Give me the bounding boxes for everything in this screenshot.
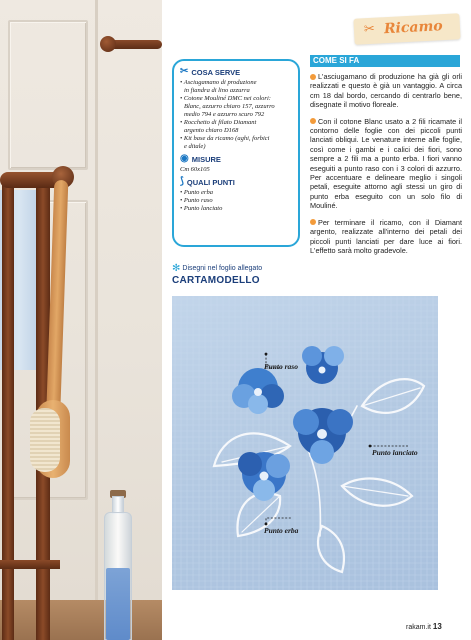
bullet-dot bbox=[310, 74, 316, 80]
materials-box bbox=[172, 59, 300, 247]
list-item: medio 794 e azzurro scuro 792 bbox=[184, 111, 265, 118]
list-item: • Rocchetto di filato Diamant bbox=[180, 119, 257, 126]
list-item: argento chiaro D168 bbox=[184, 127, 239, 134]
stitches-list bbox=[180, 189, 294, 213]
callout-punto-lanciato: Punto lanciato bbox=[372, 448, 418, 457]
howto-heading: COME SI FA bbox=[313, 56, 360, 65]
flower-icon: ✻ bbox=[172, 263, 181, 274]
howto-paragraph: Con il cotone Blanc usato a 2 fili ricamate il contorno delle foglie con dei piccoli punti lanciati obliqui. Le venature interne alle foglie, così come i gambi e i calici dei fiori, sono sempre a 2 fili ma a punto erba. I fiori vanno eseguiti a punto raso con i 3 colori di azzurro. Per accentuare e delineare meglio i singoli petali, eseguite attorno agli stessi un giro di punto erba eseguito con un solo filo di Mouliné. bbox=[310, 116, 462, 211]
howto-text bbox=[310, 72, 462, 262]
howto-paragraph: L'asciugamano di produzione ha già gli orli realizzati e questo è già un vantaggio. A circa cm 18 dal bordo, cercando di centrarlo bene, disegnate il motivo floreale. bbox=[310, 72, 462, 110]
towel-rod bbox=[108, 40, 162, 49]
bathroom-photo bbox=[0, 0, 162, 640]
footer-site: rakam.it bbox=[406, 624, 431, 631]
list-item: e ditale) bbox=[184, 143, 206, 150]
scissors-icon: ✂ bbox=[180, 66, 189, 77]
cartamodello-block bbox=[172, 263, 302, 286]
callout-punto-raso: Punto raso bbox=[264, 362, 298, 371]
cartamodello-title: CARTAMODELLO bbox=[172, 275, 260, 286]
section-tag-label: Ricamo bbox=[383, 18, 444, 38]
list-item: • Cotone Mouliné DMC nei colori: bbox=[180, 95, 271, 102]
quali-punti-heading: ⟆ QUALI PUNTI bbox=[180, 176, 235, 187]
misure-value: Cm 60x105 bbox=[180, 166, 210, 173]
list-item: Blanc, azzurro chiaro 157, azzurro bbox=[184, 103, 275, 110]
list-item: • Kit base da ricamo (aghi, forbici bbox=[180, 135, 270, 142]
cartamodello-note: ✻ Disegni nel foglio allegato bbox=[172, 263, 263, 274]
needle-icon: ⟆ bbox=[180, 176, 184, 187]
needle-thread-icon: ✂ bbox=[363, 20, 376, 37]
misure-heading: ◉ MISURE bbox=[180, 153, 221, 164]
list-item: • Asciugamano di produzione bbox=[180, 79, 257, 86]
list-item: • Punto erba bbox=[180, 189, 213, 196]
tape-measure-icon: ◉ bbox=[180, 153, 189, 164]
bullet-dot bbox=[310, 118, 316, 124]
section-tag bbox=[353, 13, 460, 45]
list-item: • Punto lanciato bbox=[180, 205, 223, 212]
materials-list bbox=[180, 79, 294, 151]
list-item: in fiandra di lino azzurra bbox=[184, 87, 250, 94]
howto-heading-bar bbox=[310, 55, 460, 67]
page-number: 13 bbox=[432, 622, 442, 631]
embroidery-illustration bbox=[172, 296, 438, 590]
bullet-dot bbox=[310, 219, 316, 225]
list-item: • Punto raso bbox=[180, 197, 213, 204]
howto-paragraph: Per terminare il ricamo, con il Diamant argento, realizzate all'interno dei petali dei piccoli punti lanciati per dare luce ai fiori. L'effetto sarà molto gradevole. bbox=[310, 217, 462, 255]
page-footer bbox=[406, 622, 442, 631]
callout-punto-erba: Punto erba bbox=[264, 526, 299, 535]
embroidery-photo bbox=[172, 296, 438, 590]
cosa-serve-heading: ✂ COSA SERVE bbox=[180, 66, 241, 77]
